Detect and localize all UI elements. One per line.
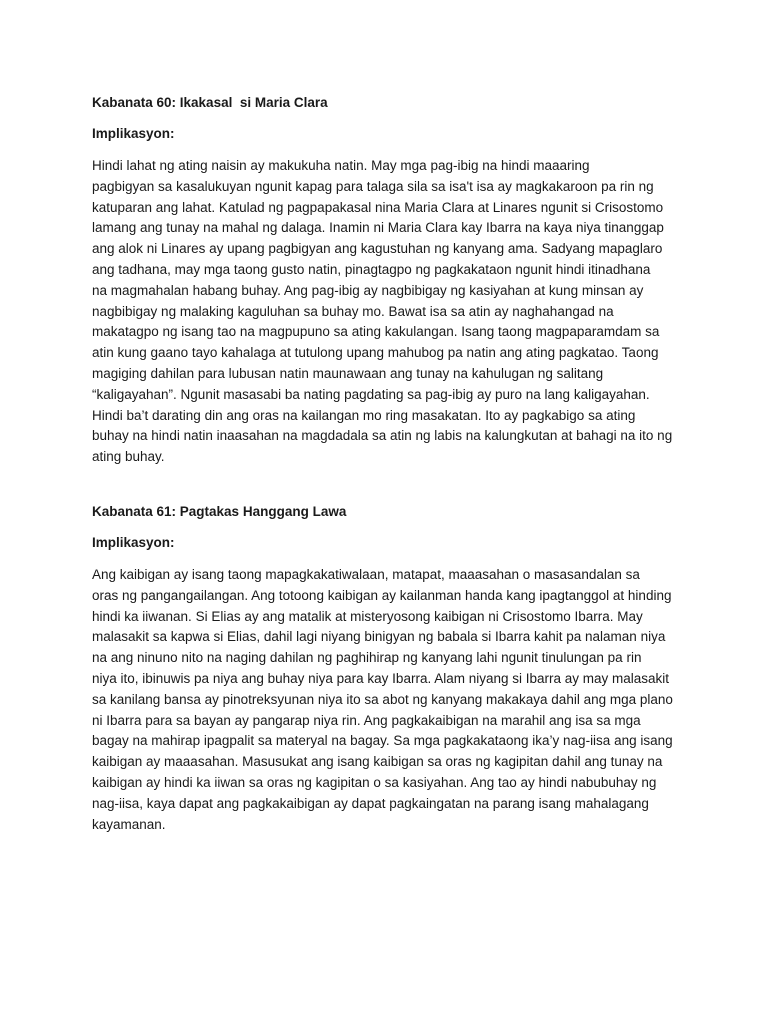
body-line: buhay na hindi natin inaasahan na magdadala sa atin ng labis na kalungkutan at bahagi na ito ng — [92, 428, 673, 444]
body-line: ang alok ni Linares ay upang pagbigyan ang kagustuhan ng kanyang ama. Sadyang mapaglaro — [92, 241, 663, 257]
chapter-body-text — [92, 565, 692, 835]
body-line: malasakit sa kapwa si Elias, dahil lagi niyang binigyan ng babala si Ibarra kahit pa nalaman niya — [92, 629, 666, 645]
chapter-title: Kabanata 60: Ikakasal si Maria Clara — [92, 95, 328, 110]
body-line: ating buhay. — [92, 449, 165, 465]
body-line: Hindi ba’t darating din ang oras na kailangan mo ring masakatan. Ito ay pagkabigo sa ating — [92, 407, 636, 423]
body-line: kaibigan ay maaasahan. Masusukat ang isang kaibigan sa oras ng kagipitan dahil ang tunay na — [92, 754, 663, 770]
body-line: Hindi lahat ng ating naisin ay makukuha natin. May mga pag-ibig na hindi maaaring — [92, 158, 590, 173]
body-line: kayamanan. — [92, 816, 166, 832]
body-line: kaibigan ay hindi ka iiwan sa oras ng kagipitan o sa kasiyahan. Ang tao ay hindi nabubuhay ng — [92, 774, 657, 790]
body-line: na magmahalan habang buhay. Ang pag-ibig ay nagbibigay ng kasiyahan at kung minsan ay — [92, 282, 644, 298]
body-line: na ang ninuno nito na naging dahilan ng paghihirap ng kanyang lahi ngunit tinulungan pa rin — [92, 650, 642, 666]
body-line: nag-iisa, kaya dapat ang pagkakaibigan ay dapat pagkaingatan na parang isang mahalagang — [92, 795, 649, 811]
body-line: “kaligayahan”. Ngunit masasabi ba nating pagdating sa pag-ibig ay puro na lang kaligayahan. — [92, 386, 650, 402]
implikasyon-label: Implikasyon: — [92, 535, 175, 550]
implikasyon-label: Implikasyon: — [92, 126, 175, 141]
body-line: lamang ang tunay na mahal ng dalaga. Inamin ni Maria Clara kay Ibarra na kaya niya tinanggap — [92, 220, 664, 236]
body-line: pagbigyan sa kasalukuyan ngunit kapag para talaga sila sa isa't isa ay magkakaroon pa rin ng — [92, 178, 654, 194]
chapter-61-section — [92, 503, 692, 835]
body-line: ang tadhana, may mga taong gusto natin, pinagtagpo ng pagkakataon ngunit hindi itinadhana — [92, 261, 651, 277]
body-line: magiging dahilan para lubusan natin maunawaan ang tunay na kahulugan ng salitang — [92, 365, 604, 381]
chapter-60-section — [92, 94, 692, 468]
body-line: sa kanilang bansa ay pinotreksyunan niya ito sa abot ng kanyang makakaya dahil ang mga plano — [92, 691, 673, 707]
body-line: Ang kaibigan ay isang taong mapagkakatiwalaan, matapat, maaasahan o masasandalan sa — [92, 567, 640, 582]
body-line: oras ng pangangailangan. Ang totoong kaibigan ay kailanman handa kang ipagtanggol at hinding — [92, 587, 672, 603]
body-line: niya ito, ibinuwis pa niya ang buhay niya para kay Ibarra. Alam niyang si Ibarra ay may malasakit — [92, 670, 670, 686]
chapter-title: Kabanata 61: Pagtakas Hanggang Lawa — [92, 504, 347, 519]
body-line: nagbibigay ng malaking kaguluhan sa buhay mo. Bawat isa sa atin ay naghahangad na — [92, 303, 614, 319]
body-line: atin kung gaano tayo kahalaga at tutulong upang mahubog pa natin ang ating pagkatao. Taong — [92, 345, 659, 361]
body-line: makatagpo ng isang tao na magpupuno sa ating kakulangan. Isang taong magpaparamdam sa — [92, 324, 660, 340]
chapter-body-text — [92, 156, 692, 468]
body-line: ni Ibarra para sa bayan ay pangarap niya rin. Ang pagkakaibigan na marahil ang isa sa mga — [92, 712, 641, 728]
body-line: bagay na mahirap ipagpalit sa materyal na bagay. Sa mga pagkakataong ika’y nag-iisa ang isang — [92, 733, 673, 749]
body-line: katuparan ang lahat. Katulad ng pagpapakasal nina Maria Clara at Linares ngunit si Crisostomo — [92, 199, 664, 215]
body-line: hindi ka iiwanan. Si Elias ay ang matalik at misteryosong kaibigan ni Crisostomo Ibarra. May — [92, 608, 643, 624]
